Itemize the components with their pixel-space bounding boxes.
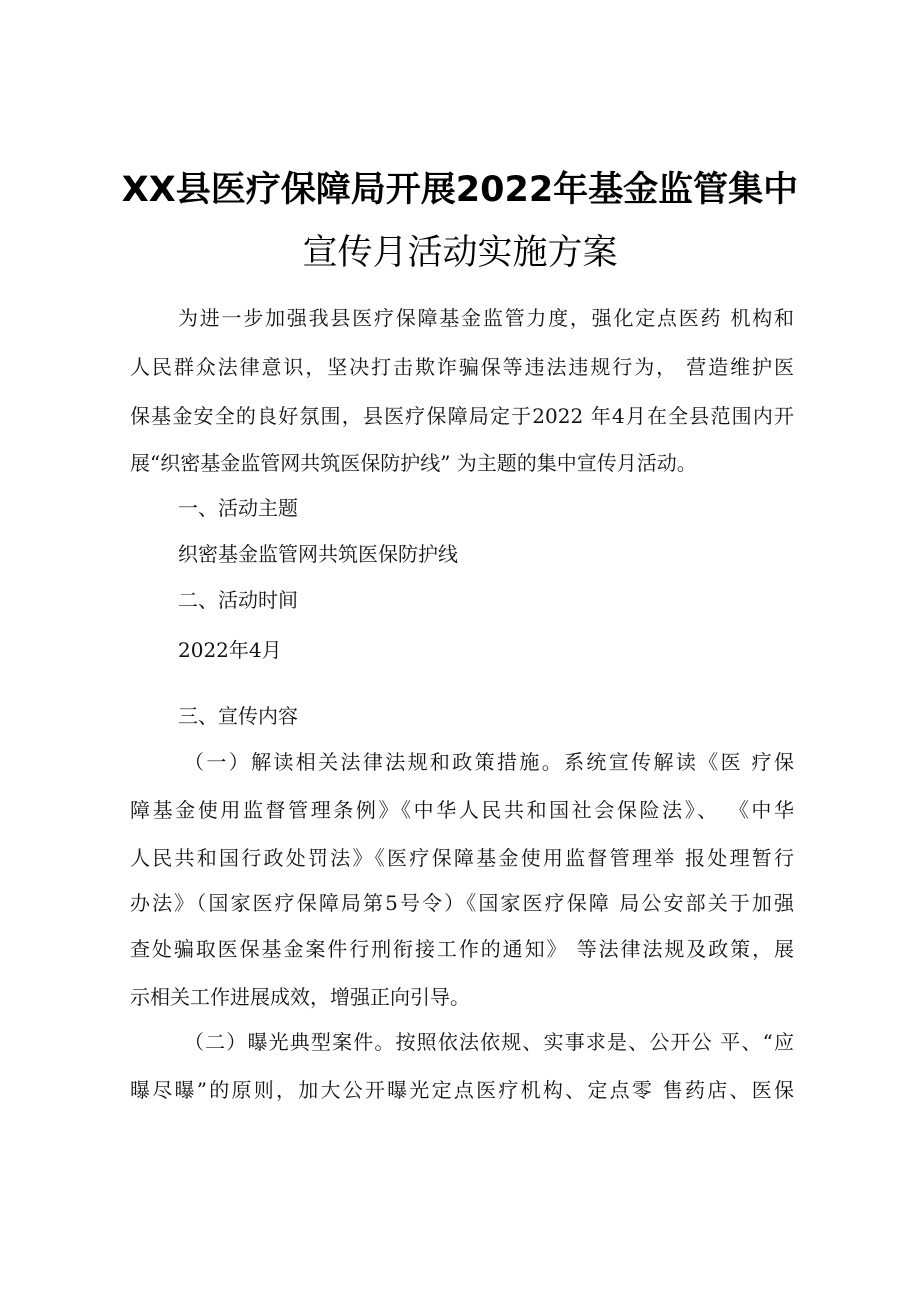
section-1-heading: 一、活动主题 [178,496,298,520]
item-1-line-5: 查处骗取医保基金案件行刑衔接工作的通知》 等法律法规及政策，展 [130,937,794,961]
intro-line-3: 保基金安全的良好氛围，县医疗保障局定于2022 年4月在全县范围内开 [130,404,794,428]
item-1-line-2: 障基金使用监督管理条例》《中华人民共和国社会保险法》、 《中华 [130,798,794,822]
intro-line-1: 为进一步加强我县医疗保障基金监管力度，强化定点医药 机构和 [178,306,794,330]
item-1-line-6: 示相关工作进展成效，增强正向引导。 [130,985,470,1009]
section-2-body: 2022年4月 [178,638,282,662]
intro-line-4: 展“织密基金监管网共筑医保防护线” 为主题的集中宣传月活动。 [130,451,697,475]
item-2-line-2: 曝尽曝”的原则，加大公开曝光定点医疗机构、定点零 售药店、医保 [130,1078,794,1102]
intro-line-2: 人民群众法律意识，坚决打击欺诈骗保等违法违规行为， 营造维护医 [130,355,794,379]
item-2-line-1: （二）曝光典型案件。按照依法依规、实事求是、公开公 平、“应 [184,1030,794,1054]
document-title-line-1: XX县医疗保障局开展2022年基金监管集中 [121,170,799,210]
item-1-line-3: 人民共和国行政处罚法》《医疗保障基金使用监督管理举 报处理暂行 [130,846,794,870]
section-1-body: 织密基金监管网共筑医保防护线 [178,542,458,566]
section-3-heading: 三、宣传内容 [178,704,298,728]
section-2-heading: 二、活动时间 [178,588,298,612]
item-1-line-4: 办法》（国家医疗保障局第5号令）《国家医疗保障 局公安部关于加强 [130,891,794,915]
document-title-line-2: 宣传月活动实施方案 [302,233,618,273]
item-1-line-1: （一）解读相关法律法规和政策措施。系统宣传解读《医 疗保 [184,750,794,774]
